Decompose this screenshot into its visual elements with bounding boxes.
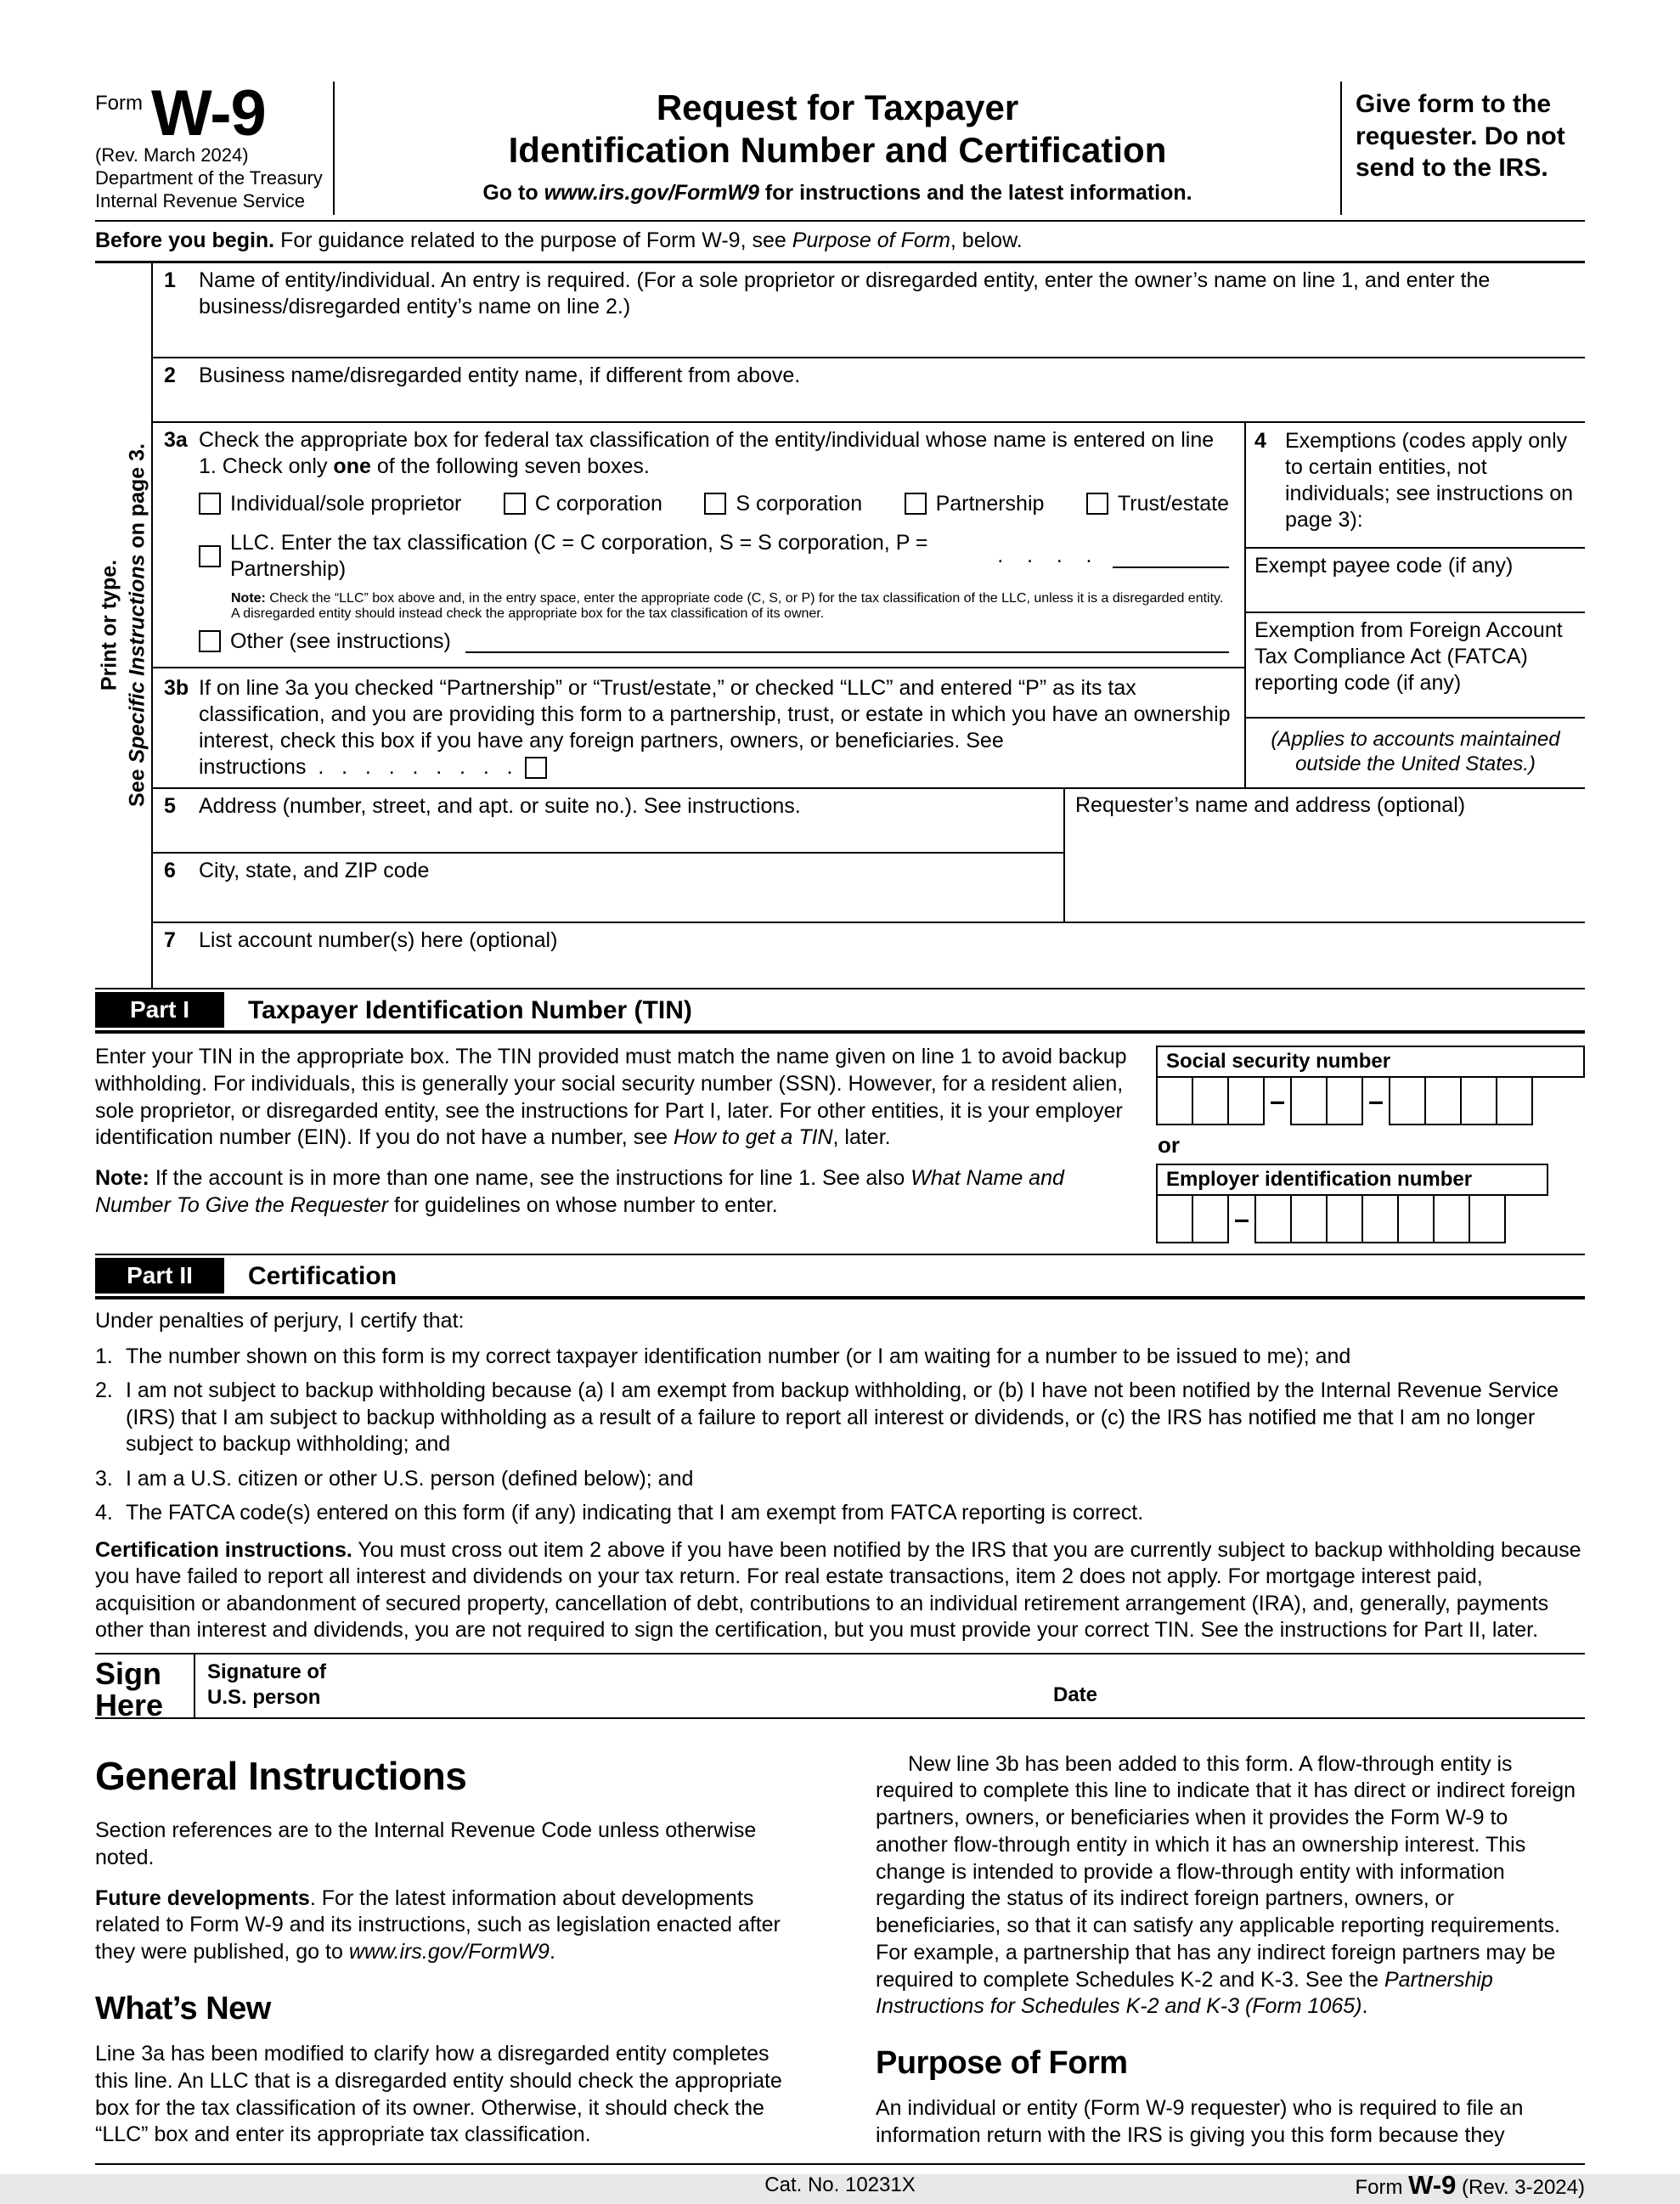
certification-item bbox=[95, 1378, 1585, 1458]
tin-section bbox=[95, 1034, 1585, 1254]
checkbox-trust-estate[interactable] bbox=[1086, 493, 1108, 515]
checkbox-partnership[interactable] bbox=[905, 493, 927, 515]
tin-paragraph: Enter your TIN in the appropriate box. The TIN provided must match the name given on line 1 to avoid backup withholding. For individuals, this is generally your social security number (SSN). However, for a resident alien, sole proprietor, or disregarded entity, see the instructions for Part I, later. For other entities, it is your employer identification number (EIN). If you do not have a number, see How to get a TIN, later. bbox=[95, 1045, 1127, 1150]
line3b-number: 3b bbox=[164, 675, 189, 700]
ssn-digit-cell[interactable] bbox=[1496, 1076, 1533, 1125]
goto-instructions-link[interactable]: Go to www.irs.gov/FormW9 for instructions and the latest information. bbox=[482, 181, 1192, 206]
form-title-line2: Identification Number and Certification bbox=[508, 129, 1167, 170]
sign-here-row bbox=[95, 1653, 1585, 1723]
certification-item bbox=[95, 1500, 1585, 1527]
llc-row bbox=[153, 525, 1244, 586]
ssn-digit-cell[interactable] bbox=[1326, 1076, 1363, 1125]
give-form-box: Give form to the requester. Do not send to the IRS. bbox=[1340, 82, 1585, 215]
section-references-paragraph: Section references are to the Internal Revenue Code unless otherwise noted. bbox=[95, 1818, 757, 1869]
certification-item bbox=[95, 1466, 1585, 1493]
instructions-left-column bbox=[95, 1751, 804, 2163]
general-instructions-section bbox=[95, 1719, 1585, 2163]
line3b-label: If on line 3a you checked “Partnership” or “Trust/estate,” or checked “LLC” and entered “P” as its tax classification, and you are providing this form to a partnership, trust, or estate in which you have an ownership interest, check this box if you have any foreign partners, owners, or beneficiaries. See instructions bbox=[199, 675, 1231, 779]
date-input[interactable] bbox=[1097, 1683, 1585, 1717]
exempt-payee-code-field[interactable] bbox=[1246, 547, 1585, 612]
cert-item-number: 1. bbox=[95, 1344, 113, 1368]
ein-dash: – bbox=[1234, 1203, 1249, 1235]
box4-label: Exemptions (codes apply only to certain entities, not individuals; see instructions on page 3): bbox=[1285, 428, 1574, 532]
checkbox-llc[interactable] bbox=[199, 545, 221, 567]
form-fields-area bbox=[95, 263, 1585, 990]
date-label: Date bbox=[1053, 1683, 1098, 1706]
footer-revision: (Rev. 3-2024) bbox=[1462, 2175, 1585, 2199]
form-number: W-9 bbox=[151, 77, 266, 149]
signature-label bbox=[207, 1660, 326, 1712]
line7-number: 7 bbox=[164, 928, 176, 953]
here-word: Here bbox=[95, 1688, 164, 1723]
line3b-change-paragraph: New line 3b has been added to this form. A flow-through entity is required to complete this line to indicate that it has direct or indirect foreign partners, owners, or beneficiaries when it provides the Form W-9 to another flow-through entity in which it has an ownership interest. This change is intended to provide a flow-through entity with information regarding the status of its indirect foreign partners, owners, or beneficiaries, so that it can satisfy any applicable reporting requirements. For example, a partnership that has any indirect foreign partners may be required to complete Schedules K-2 and K-3. See the Partnership Instructions for Schedules K-2 and K-3 (Form 1065). bbox=[876, 1751, 1576, 2019]
form-title-block bbox=[335, 82, 1340, 215]
form-word: Form bbox=[95, 92, 143, 115]
ssn-digit-cell[interactable] bbox=[1460, 1076, 1497, 1125]
form-id-block bbox=[95, 77, 335, 215]
cert-item-text: The FATCA code(s) entered on this form (if any) indicating that I am exempt from FATCA reporting is correct. bbox=[126, 1501, 1144, 1525]
instructions-right-column bbox=[876, 1751, 1585, 2163]
llc-note: Note: Check the “LLC” box above and, in the entry space, enter the appropriate code (C, S, or P) for the tax classification of the LLC, unless it is a disregarded entity. A disregarded entity should instead check the appropriate box for the tax classification of its owner. bbox=[231, 590, 1224, 621]
line2-business-name-field[interactable] bbox=[153, 358, 1585, 423]
ssn-digit-cell[interactable] bbox=[1227, 1076, 1265, 1125]
checkbox-c-corporation[interactable] bbox=[504, 493, 526, 515]
certification-item bbox=[95, 1344, 1585, 1371]
line5-address-field[interactable] bbox=[153, 789, 1063, 854]
other-label: Other (see instructions) bbox=[230, 629, 451, 653]
catalog-number: Cat. No. 10231X bbox=[764, 2173, 916, 2196]
line6-city-field[interactable] bbox=[153, 854, 1063, 922]
checkbox-s-corporation-label: S corporation bbox=[736, 491, 863, 516]
ssn-dash: – bbox=[1270, 1085, 1285, 1117]
fatca-code-label: Exemption from Foreign Account Tax Compliance Act (FATCA) reporting code (if any) bbox=[1254, 617, 1563, 695]
page-footer bbox=[95, 2163, 1585, 2204]
cert-item-number: 3. bbox=[95, 1466, 113, 1491]
address-row bbox=[153, 789, 1585, 923]
print-or-type-label: Print or type. bbox=[97, 560, 121, 691]
ein-digit-cell[interactable] bbox=[1290, 1194, 1328, 1243]
line1-number: 1 bbox=[164, 268, 176, 292]
certification-section bbox=[95, 1299, 1585, 1644]
line3a-number: 3a bbox=[164, 427, 188, 452]
line2-label: Business name/disregarded entity name, if different from above. bbox=[199, 363, 801, 387]
part2-header bbox=[95, 1254, 1585, 1299]
tin-number-boxes bbox=[1156, 1044, 1585, 1243]
ein-digit-cell[interactable] bbox=[1469, 1194, 1506, 1243]
footer-form-word: Form bbox=[1355, 2175, 1403, 2199]
signature-label-line2: U.S. person bbox=[207, 1685, 321, 1709]
tax-classification-section bbox=[153, 423, 1244, 788]
checkbox-trust-estate-label: Trust/estate bbox=[1117, 491, 1229, 516]
line1-label: Name of entity/individual. An entry is required. (For a sole proprietor or disregarded entity, enter the owner’s name on line 1, and enter the business/disregarded entity’s name on line 2.) bbox=[199, 268, 1491, 318]
line1-name-field[interactable] bbox=[153, 263, 1585, 358]
checkbox-foreign-partners[interactable] bbox=[525, 757, 547, 779]
address-fields bbox=[153, 789, 1063, 922]
tin-instructions bbox=[95, 1044, 1136, 1243]
tin-note: Note: If the account is in more than one name, see the instructions for line 1. See also What Name and Number To Give the Requester for guidelines on whose number to enter. bbox=[95, 1166, 1064, 1217]
ein-digit-cell[interactable] bbox=[1433, 1194, 1470, 1243]
checkbox-other[interactable] bbox=[199, 630, 221, 652]
ein-digit-cell[interactable] bbox=[1361, 1194, 1399, 1243]
ein-label-box: Employer identification number bbox=[1156, 1164, 1548, 1196]
part2-title: Certification bbox=[248, 1262, 397, 1291]
ssn-dash: – bbox=[1368, 1085, 1384, 1117]
purpose-paragraph: An individual or entity (Form W-9 requester) who is required to file an information return with the IRS is giving you this form because they bbox=[876, 2096, 1524, 2148]
form-main-column bbox=[153, 263, 1585, 989]
ssn-digit-cell[interactable] bbox=[1290, 1076, 1328, 1125]
fatca-code-field[interactable] bbox=[1246, 612, 1585, 717]
part1-label: Part I bbox=[95, 992, 224, 1028]
form-revision: (Rev. March 2024) bbox=[95, 144, 249, 166]
llc-dot-leader: . . . . bbox=[985, 544, 1092, 568]
footer-form-number: W-9 bbox=[1408, 2169, 1457, 2200]
ein-digit-cell[interactable] bbox=[1254, 1194, 1292, 1243]
part1-header bbox=[95, 989, 1585, 1034]
ssn-digit-cell[interactable] bbox=[1424, 1076, 1462, 1125]
line7-label: List account number(s) here (optional) bbox=[199, 928, 558, 953]
ein-digit-cell[interactable] bbox=[1397, 1194, 1435, 1243]
line3a-label: Check the appropriate box for federal tax classification of the entity/individual whose name is entered on line 1. Check only one of the following seven boxes. bbox=[199, 427, 1215, 478]
checkbox-s-corporation[interactable] bbox=[704, 493, 726, 515]
sign-here-label bbox=[95, 1654, 195, 1723]
ein-digit-cell[interactable] bbox=[1156, 1194, 1193, 1243]
line6-label: City, state, and ZIP code bbox=[199, 859, 430, 883]
box4-number: 4 bbox=[1254, 428, 1266, 453]
ssn-digit-cell[interactable] bbox=[1156, 1076, 1193, 1125]
other-input[interactable] bbox=[465, 629, 1229, 653]
llc-code-input[interactable] bbox=[1113, 544, 1229, 568]
part1-title: Taxpayer Identification Number (TIN) bbox=[248, 996, 692, 1025]
requester-box[interactable] bbox=[1063, 789, 1585, 922]
checkbox-individual-sole-proprietor[interactable] bbox=[199, 493, 221, 515]
sign-word: Sign bbox=[95, 1655, 161, 1691]
line5-number: 5 bbox=[164, 794, 176, 819]
signature-input[interactable] bbox=[326, 1660, 1053, 1712]
exemptions-box bbox=[1244, 423, 1585, 788]
ein-cells bbox=[1156, 1194, 1585, 1243]
certification-instructions: Certification instructions. You must cross out item 2 above if you have been notified by the IRS that you are currently subject to backup withholding because you have failed to report all interest and dividends on your tax return. For real estate transactions, item 2 does not apply. For mortgage interest paid, acquisition or abandonment of secured property, cancellation of debt, contributions to an individual retirement arrangement (IRA), and, generally, payments other than interest and dividends, you are not required to sign the certification, but you must provide your correct TIN. See the instructions for Part II, later. bbox=[95, 1537, 1581, 1643]
signature-cell bbox=[195, 1654, 1053, 1717]
applies-note: (Applies to accounts maintained outside the United States.) bbox=[1246, 717, 1585, 788]
other-row bbox=[153, 623, 1244, 658]
line3a-change-paragraph: Line 3a has been modified to clarify how a disregarded entity completes this line. An LLC that is a disregarded entity should check the appropriate box for the tax classification of its owner. Otherwise, it should check the “LLC” box and enter its appropriate tax classification. bbox=[95, 2042, 782, 2147]
classification-row bbox=[153, 423, 1585, 790]
certification-intro: Under penalties of perjury, I certify that: bbox=[95, 1309, 465, 1333]
date-cell bbox=[1053, 1654, 1585, 1717]
cert-item-text: I am not subject to backup withholding because (a) I am exempt from backup withholding, or (b) I have not been notified by the Internal Revenue Service (IRS) that I am subject to backup withholding as a result of a failure to report all interest or dividends, or (c) the IRS has notified me that I am no longer subject to backup withholding; and bbox=[126, 1378, 1559, 1457]
future-developments-paragraph: Future developments. For the latest information about developments related to Form W-9 and its instructions, such as legislation enacted after they were published, go to www.irs.gov/FormW9. bbox=[95, 1886, 781, 1964]
service-label: Internal Revenue Service bbox=[95, 189, 306, 211]
line7-account-field[interactable] bbox=[153, 923, 1585, 988]
cert-item-number: 4. bbox=[95, 1501, 113, 1525]
line3a-section bbox=[153, 423, 1244, 668]
purpose-of-form-heading: Purpose of Form bbox=[876, 2045, 1128, 2082]
line2-number: 2 bbox=[164, 363, 176, 387]
classification-checkbox-row bbox=[153, 482, 1244, 525]
exempt-payee-code-label: Exempt payee code (if any) bbox=[1254, 553, 1514, 578]
form-header bbox=[95, 77, 1585, 222]
see-instructions-label: See Specific Instructions on page 3. bbox=[125, 443, 149, 808]
line3b-dot-leader: . . . . . . . . . bbox=[306, 754, 513, 779]
line6-number: 6 bbox=[164, 859, 176, 883]
cert-item-number: 2. bbox=[95, 1378, 113, 1403]
print-or-type-sidebar bbox=[95, 263, 153, 989]
part2-label: Part II bbox=[95, 1258, 224, 1294]
ssn-cells bbox=[1156, 1076, 1585, 1125]
cert-item-text: I am a U.S. citizen or other U.S. person (defined below); and bbox=[126, 1466, 694, 1491]
ssn-digit-cell[interactable] bbox=[1192, 1076, 1229, 1125]
llc-label: LLC. Enter the tax classification (C = C corporation, S = S corporation, P = Partnership) bbox=[230, 530, 928, 581]
before-you-begin-note: Before you begin. For guidance related to the purpose of Form W-9, see Purpose of Form, below. bbox=[95, 222, 1585, 263]
ssn-digit-cell[interactable] bbox=[1389, 1076, 1426, 1125]
checkbox-partnership-label: Partnership bbox=[935, 491, 1045, 516]
line3b-section bbox=[153, 668, 1244, 785]
whats-new-heading: What’s New bbox=[95, 1990, 271, 2026]
footer-form-id bbox=[1356, 2170, 1586, 2201]
checkbox-c-corporation-label: C corporation bbox=[534, 491, 662, 516]
line5-label: Address (number, street, and apt. or suite no.). See instructions. bbox=[199, 794, 801, 819]
or-label: or bbox=[1158, 1132, 1180, 1158]
cert-item-text: The number shown on this form is my correct taxpayer identification number (or I am waiting for a number to be issued to me); and bbox=[126, 1344, 1351, 1368]
signature-label-line1: Signature of bbox=[207, 1660, 327, 1683]
ein-digit-cell[interactable] bbox=[1326, 1194, 1363, 1243]
requester-label: Requester’s name and address (optional) bbox=[1075, 793, 1466, 818]
form-title-line1: Request for Taxpayer bbox=[656, 87, 1019, 127]
ssn-label-box: Social security number bbox=[1156, 1046, 1585, 1078]
general-instructions-heading: General Instructions bbox=[95, 1753, 467, 1798]
ein-digit-cell[interactable] bbox=[1192, 1194, 1229, 1243]
checkbox-individual-label: Individual/sole proprietor bbox=[230, 491, 462, 516]
department-label: Department of the Treasury bbox=[95, 167, 323, 189]
